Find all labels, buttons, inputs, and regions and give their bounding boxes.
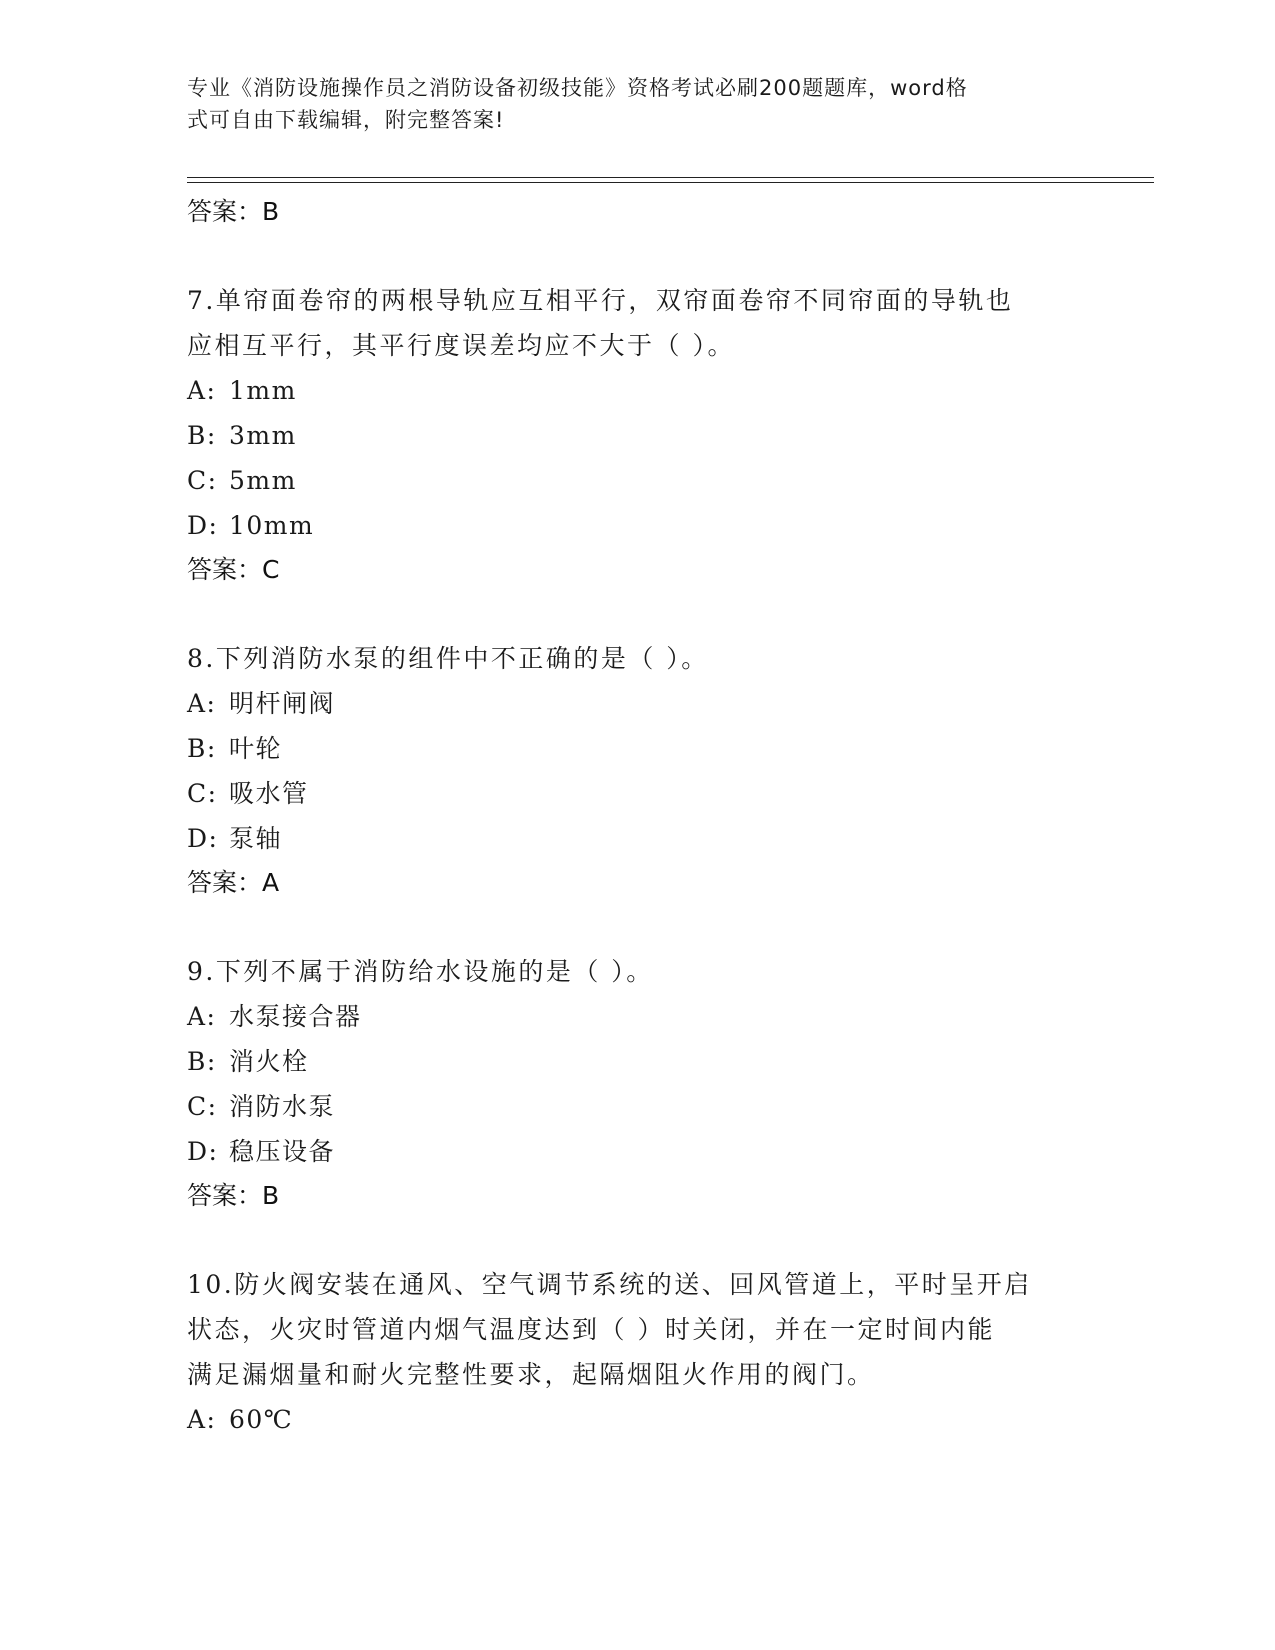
option-key: D:: [187, 1137, 219, 1166]
question-stem-line: 8.下列消防水泵的组件中不正确的是（ ）。: [187, 644, 709, 673]
option-a: [187, 681, 1087, 726]
question-stem-line: 7.单帘面卷帘的两根导轨应互相平行，双帘面卷帘不同帘面的导轨也: [187, 286, 1014, 315]
option-c: [187, 1084, 1087, 1129]
option-text: 吸水管: [229, 779, 309, 808]
option-key: A:: [187, 689, 217, 718]
option-a: [187, 994, 1087, 1039]
question-stem-line: 10.防火阀安装在通风、空气调节系统的送、回风管道上，平时呈开启: [187, 1270, 1032, 1299]
option-c: [187, 771, 1087, 816]
option-text: 3mm: [229, 421, 297, 450]
document-header: [187, 72, 1067, 136]
option-key: B:: [187, 1047, 217, 1076]
option-d: [187, 816, 1087, 861]
question-stem: [187, 949, 1087, 994]
option-b: [187, 1039, 1087, 1084]
option-text: 叶轮: [229, 734, 283, 763]
option-key: C:: [187, 1092, 218, 1121]
option-text: 水泵接合器: [229, 1002, 362, 1031]
answer-text: 答案：C: [187, 555, 280, 584]
question-stem-line: 满足漏烟量和耐火完整性要求，起隔烟阻火作用的阀门。: [187, 1360, 875, 1389]
option-key: B:: [187, 421, 217, 450]
option-text: 5mm: [229, 466, 297, 495]
option-d: [187, 503, 1087, 548]
question-stem: [187, 278, 1087, 368]
option-key: C:: [187, 466, 218, 495]
question-stem-line: 应相互平行，其平行度误差均应不大于（ ）。: [187, 331, 735, 360]
option-a: [187, 1397, 1087, 1442]
header-line-2: 式可自由下载编辑，附完整答案!: [187, 108, 505, 132]
option-d: [187, 1129, 1087, 1174]
answer-text: 答案：B: [187, 197, 280, 226]
question-stem-line: 状态，火灾时管道内烟气温度达到（ ）时关闭，并在一定时间内能: [187, 1315, 995, 1344]
answer-text: 答案：B: [187, 1181, 280, 1210]
option-text: 稳压设备: [229, 1137, 336, 1166]
option-a: [187, 368, 1087, 413]
option-key: D:: [187, 824, 219, 853]
option-key: A:: [187, 1405, 217, 1434]
option-b: [187, 726, 1087, 771]
answer-text: 答案：A: [187, 868, 280, 897]
header-line-1: 专业《消防设施操作员之消防设备初级技能》资格考试必刷200题题库，word格: [187, 76, 968, 100]
option-c: [187, 458, 1087, 503]
question-stem: [187, 636, 1087, 681]
option-key: C:: [187, 779, 218, 808]
option-key: A:: [187, 1002, 217, 1031]
option-text: 10mm: [229, 511, 315, 540]
question-list: [187, 190, 1087, 1442]
option-key: B:: [187, 734, 217, 763]
option-b: [187, 413, 1087, 458]
option-text: 60℃: [229, 1405, 294, 1434]
option-text: 1mm: [229, 376, 297, 405]
question-stem: [187, 1262, 1087, 1397]
option-key: A:: [187, 376, 217, 405]
header-divider-top: [187, 177, 1154, 178]
option-text: 消火栓: [229, 1047, 309, 1076]
option-text: 泵轴: [229, 824, 283, 853]
option-key: D:: [187, 511, 219, 540]
option-text: 消防水泵: [229, 1092, 336, 1121]
header-divider-bottom: [187, 182, 1154, 183]
question-stem-line: 9.下列不属于消防给水设施的是（ ）。: [187, 957, 654, 986]
option-text: 明杆闸阀: [229, 689, 336, 718]
